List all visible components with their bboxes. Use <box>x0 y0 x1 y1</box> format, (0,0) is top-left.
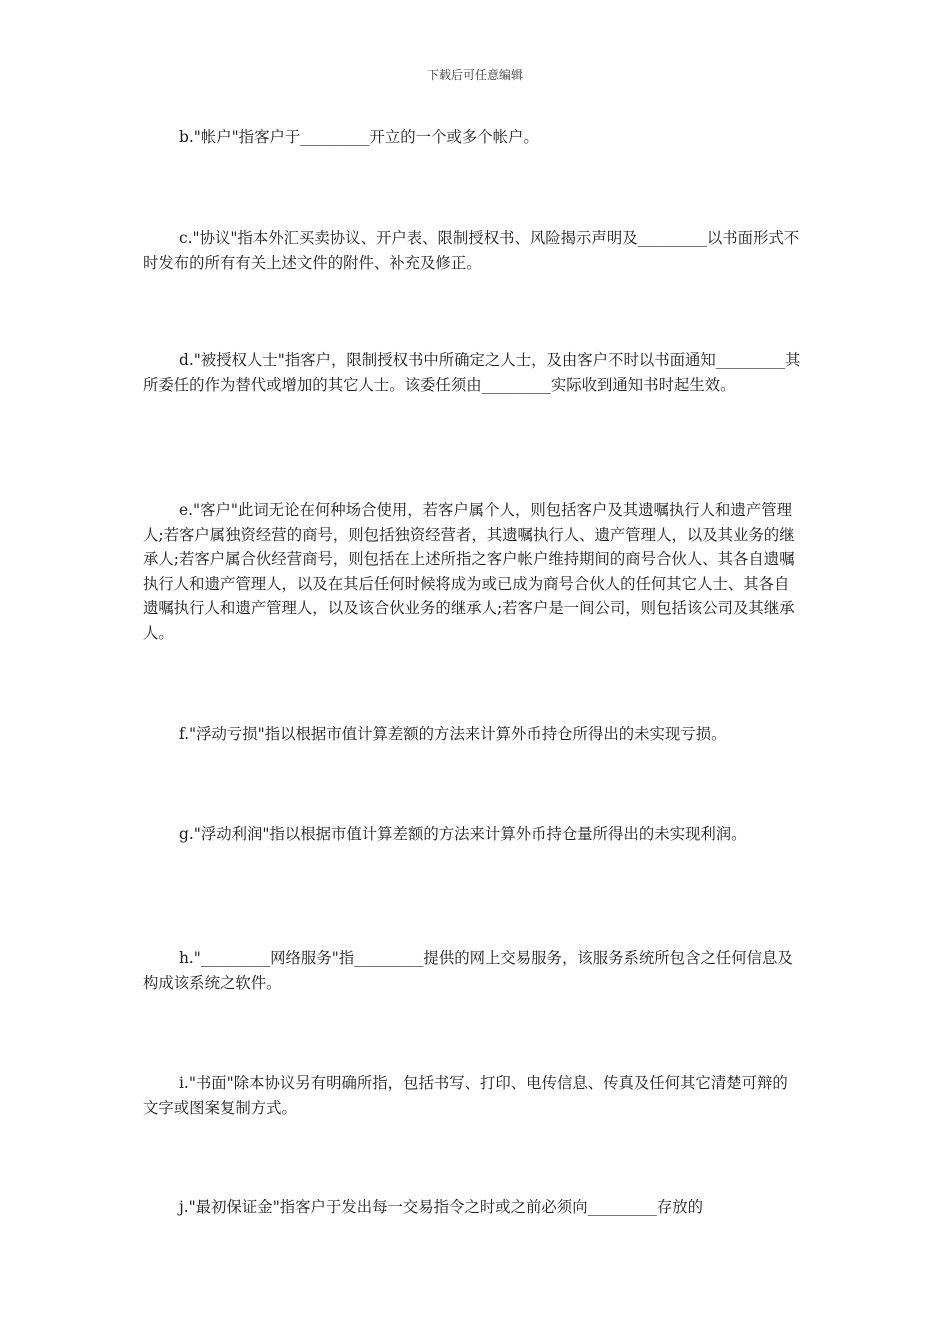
definition-e: e."客户"此词无论在何种场合使用，若客户属个人，则包括客户及其遗嘱执行人和遗产管理人;若客户属独资经营的商号，则包括独资经营者，其遗嘱执行人、遗产管理人，以及其业务的继承人;若客户属合伙经营商号，则包括在上述所指之客户帐户维持期间的商号合伙人、其各自遗嘱执行人和遗产管理人，以及在其后任何时候将成为或已成为商号合伙人的任何其它人士、其各自遗嘱执行人和遗产管理人，以及该合伙业务的继承人;若客户是一间公司，则包括该公司及其继承人。 <box>143 501 795 642</box>
page-header: 下载后可任意编辑 <box>426 68 523 82</box>
definition-f: f."浮动亏损"指以根据市值计算差额的方法来计算外币持仓所得出的未实现亏损。 <box>179 725 727 743</box>
definition-i: i."书面"除本协议另有明确所指，包括书写、打印、电传信息、传真及任何其它清楚可辩的文字或图案复制方式。 <box>143 1074 788 1117</box>
definition-g: g."浮动利润"指以根据市值计算差额的方法来计算外币持仓量所得出的未实现利润。 <box>179 825 747 843</box>
definition-c: c."协议"指本外汇买卖协议、开户表、限制授权书、风险揭示声明及_________以书面形式不时发布的所有有关上述文件的附件、补充及修正。 <box>143 229 800 272</box>
definition-d: d."被授权人士"指客户，限制授权书中所确定之人士，及由客户不时以书面通知_________其所委任的作为替代或增加的其它人士。该委任须由_________实际收到通知书时起生效。 <box>143 351 801 394</box>
definition-j: j."最初保证金"指客户于发出每一交易指令之时或之前必须向_________存放的 <box>179 1198 704 1216</box>
definition-h: h."_________网络服务"指_________提供的网上交易服务，该服务系统所包含之任何信息及构成该系统之软件。 <box>143 949 793 992</box>
definition-b: b."帐户"指客户于_________开立的一个或多个帐户。 <box>179 128 539 146</box>
